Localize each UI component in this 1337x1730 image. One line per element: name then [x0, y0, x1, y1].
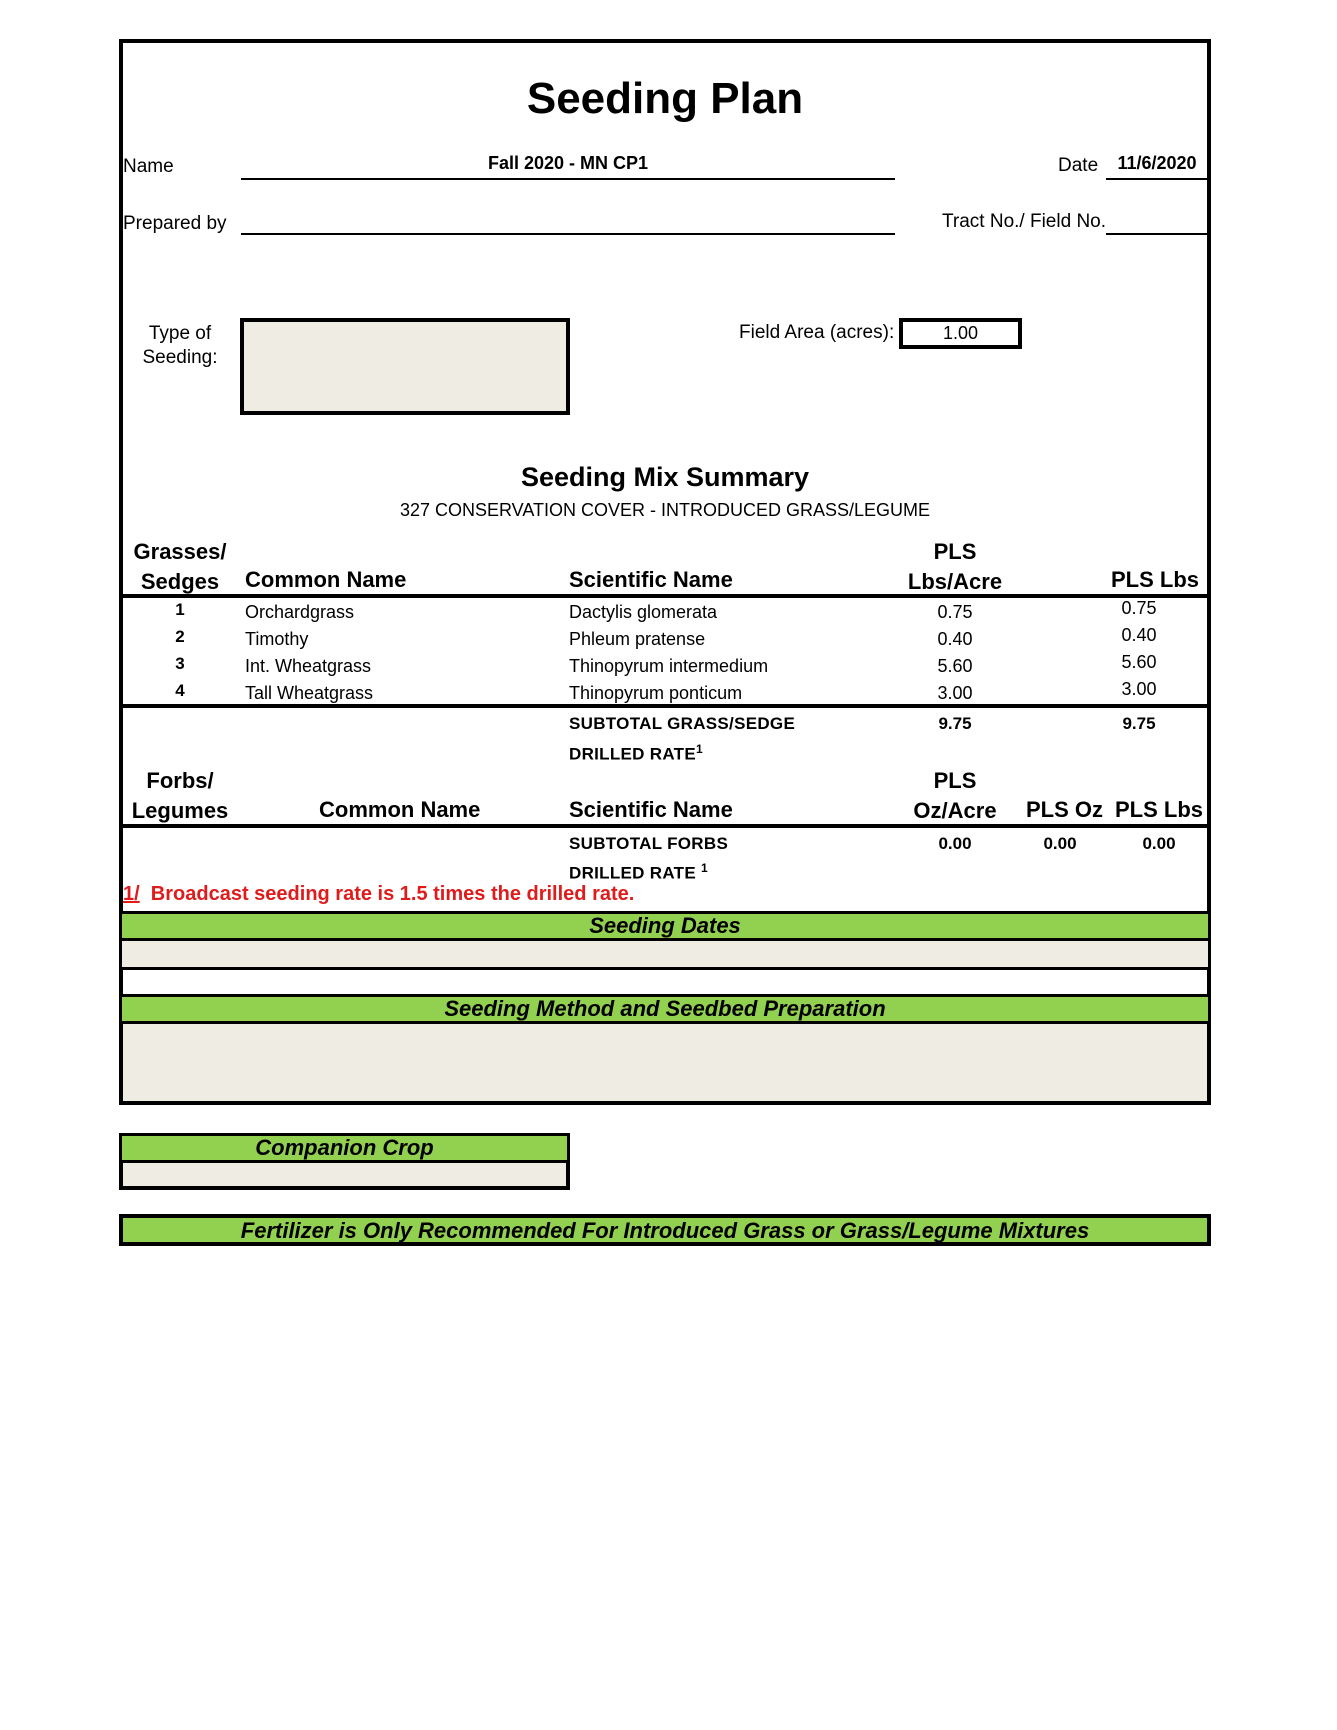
- row-common-name: Tall Wheatgrass: [245, 683, 374, 703]
- forbs-common-name-header: Common Name: [319, 797, 481, 822]
- seeding-method-header: Seeding Method and Seedbed Preparation: [119, 994, 1211, 1024]
- row-total: 5.60: [1121, 652, 1157, 672]
- forbs-rate-header-line1: PLS: [933, 768, 977, 793]
- row-scientific-name: Phleum pratense: [569, 629, 706, 649]
- table-row: [119, 654, 1211, 681]
- summary-subtitle: 327 CONSERVATION COVER - INTRODUCED GRASS/LEGUME: [399, 500, 931, 520]
- grasses-rate-header-line2: Lbs/Acre: [907, 569, 1003, 594]
- table-row: [119, 627, 1211, 654]
- forbs-header-group: [119, 766, 241, 826]
- type-of-seeding-label-line2: Seeding:: [142, 347, 218, 368]
- grasses-drilled-rate-text: DRILLED RATE: [569, 744, 696, 764]
- grasses-table-body: [119, 600, 1211, 708]
- row-number: 2: [175, 627, 185, 646]
- footnote-text: Broadcast seeding rate is 1.5 times the drilled rate.: [139, 883, 635, 905]
- grasses-subtotal-label: SUBTOTAL GRASS/SEDGE: [569, 714, 796, 733]
- tract-field[interactable]: [1106, 208, 1208, 235]
- row-number: 4: [175, 681, 185, 700]
- seeding-dates-input[interactable]: [119, 938, 1211, 970]
- forbs-subtotal-total: 0.00: [1142, 834, 1176, 853]
- footnote-marker: 1/: [123, 883, 140, 905]
- grasses-body-rule: [119, 704, 1211, 708]
- companion-crop-input[interactable]: [119, 1160, 570, 1190]
- grasses-scientific-name-header: Scientific Name: [569, 567, 733, 592]
- grasses-common-name-header: Common Name: [245, 567, 407, 592]
- date-field[interactable]: [1106, 153, 1208, 180]
- row-scientific-name: Thinopyrum ponticum: [569, 683, 743, 703]
- forbs-subtotal-label: SUBTOTAL FORBS: [569, 834, 729, 853]
- forbs-header-line2: Legumes: [131, 798, 229, 823]
- forbs-rate-header-line2: Oz/Acre: [913, 798, 997, 823]
- row-total: 0.75: [1121, 598, 1157, 618]
- date-value: 11/6/2020: [1117, 153, 1197, 173]
- row-rate: 3.00: [937, 683, 973, 703]
- page-title: Seeding Plan: [526, 74, 804, 123]
- forbs-header-rule: [119, 824, 1211, 828]
- name-label: Name: [123, 156, 174, 177]
- tract-label: Tract No./ Field No.: [942, 211, 1107, 232]
- fertilizer-note: Fertilizer is Only Recommended For Introduced Grass or Grass/Legume Mixtures: [119, 1214, 1211, 1246]
- row-rate: 5.60: [937, 656, 973, 676]
- forbs-subtotal-oz: 0.00: [1043, 834, 1077, 853]
- grasses-subtotal-total: 9.75: [1122, 714, 1156, 733]
- forbs-rate-header: [890, 766, 1020, 826]
- forbs-scientific-name-header: Scientific Name: [569, 797, 733, 822]
- field-area-label: Field Area (acres):: [739, 322, 895, 343]
- companion-crop-header: Companion Crop: [119, 1133, 570, 1163]
- grasses-header-line1: Grasses/: [133, 539, 227, 564]
- name-value: Fall 2020 - MN CP1: [487, 153, 649, 173]
- type-of-seeding-input[interactable]: [240, 318, 570, 415]
- grasses-header-line2: Sedges: [140, 569, 220, 594]
- row-number: 1: [175, 600, 185, 619]
- grasses-drilled-rate-label: [569, 742, 703, 765]
- row-number: 3: [175, 654, 185, 673]
- row-total: 0.40: [1121, 625, 1157, 645]
- grasses-footnote-ref: 1: [696, 742, 703, 756]
- forbs-total-header: PLS Lbs: [1115, 797, 1204, 822]
- forbs-header-line1: Forbs/: [146, 768, 214, 793]
- name-field[interactable]: [241, 153, 895, 180]
- prepared-by-label: Prepared by: [123, 213, 227, 234]
- date-label: Date: [1058, 155, 1099, 176]
- prepared-by-field[interactable]: [241, 208, 895, 235]
- row-total: 3.00: [1121, 679, 1157, 699]
- row-scientific-name: Dactylis glomerata: [569, 602, 718, 622]
- type-of-seeding-label: [120, 322, 240, 370]
- row-common-name: Timothy: [245, 629, 309, 649]
- grasses-header-rule: [119, 594, 1211, 598]
- row-common-name: Int. Wheatgrass: [245, 656, 372, 676]
- grasses-subtotal-rate: 9.75: [938, 714, 972, 733]
- seeding-method-input[interactable]: [119, 1021, 1211, 1105]
- grasses-total-header: PLS Lbs: [1111, 567, 1200, 592]
- row-common-name: Orchardgrass: [245, 602, 355, 622]
- field-area-input[interactable]: 1.00: [899, 318, 1022, 349]
- footnote: [123, 883, 634, 906]
- forbs-oz-header: PLS Oz: [1026, 797, 1104, 822]
- grasses-rate-header-line1: PLS: [933, 539, 977, 564]
- forbs-subtotal-rate: 0.00: [938, 834, 972, 853]
- forbs-footnote-ref: 1: [701, 861, 709, 875]
- grasses-header-group: [119, 537, 241, 597]
- summary-title: Seeding Mix Summary: [520, 462, 810, 492]
- type-of-seeding-label-line1: Type of: [148, 323, 212, 344]
- seeding-dates-header: Seeding Dates: [119, 911, 1211, 941]
- table-row: [119, 600, 1211, 627]
- forbs-drilled-rate-label: [569, 861, 708, 884]
- grasses-rate-header: [890, 537, 1020, 597]
- forbs-drilled-rate-text: DRILLED RATE: [569, 863, 702, 883]
- row-scientific-name: Thinopyrum intermedium: [569, 656, 769, 676]
- row-rate: 0.75: [937, 602, 973, 622]
- row-rate: 0.40: [937, 629, 973, 649]
